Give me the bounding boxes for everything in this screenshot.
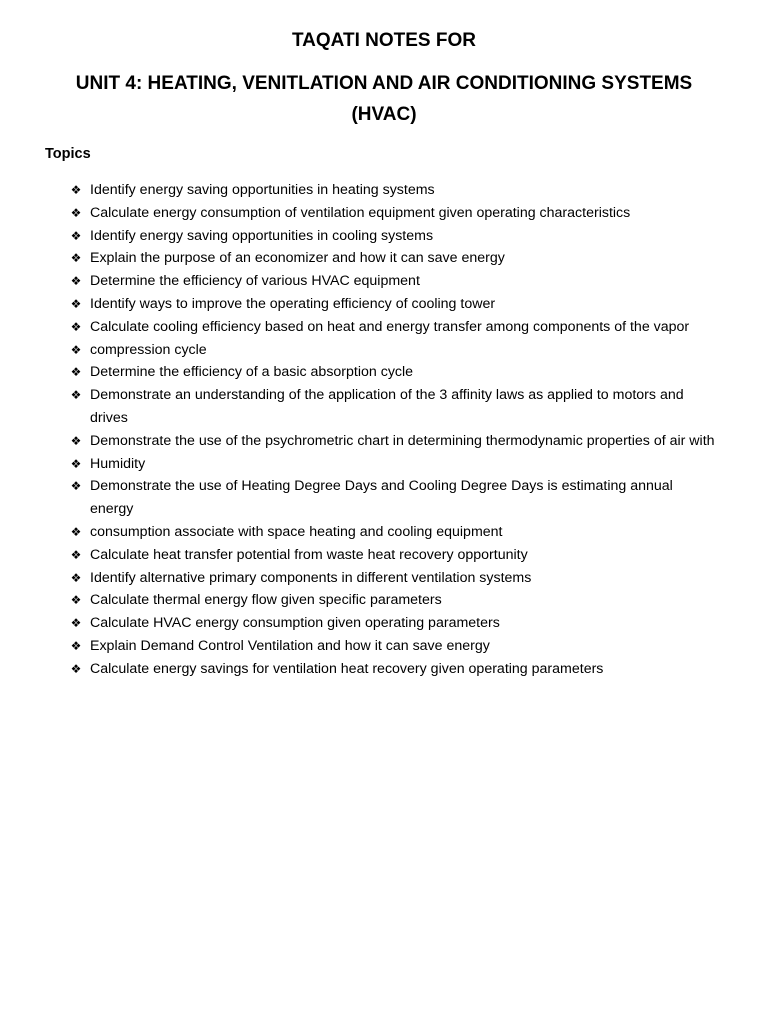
list-item [0, 225, 768, 248]
topic-text: consumption associate with space heating and cooling equipment [90, 523, 503, 540]
list-item [0, 430, 768, 453]
list-item [0, 339, 768, 362]
diamond-dots-bullet-icon: ❖ [70, 319, 82, 334]
diamond-dots-bullet-icon: ❖ [70, 183, 82, 197]
list-item [0, 612, 768, 635]
topic-text: Determine the efficiency of various HVAC equipment [90, 273, 420, 290]
diamond-dots-bullet-icon: ❖ [70, 524, 82, 539]
list-item [0, 179, 768, 202]
topic-text: Determine the efficiency of a basic absorption cycle [90, 364, 414, 381]
topic-text: compression cycle [90, 341, 207, 358]
topic-text: Identify energy saving opportunities in heating systems [90, 182, 435, 198]
diamond-dots-bullet-icon: ❖ [70, 479, 82, 494]
list-item [0, 567, 768, 590]
diamond-dots-bullet-icon: ❖ [70, 342, 82, 357]
topic-text: Calculate heat transfer potential from waste heat recovery opportunity [90, 546, 528, 563]
diamond-dots-bullet-icon: ❖ [70, 661, 82, 676]
topic-text: Demonstrate the use of the psychrometric chart in determining thermodynamic properties of air with [90, 432, 715, 449]
topic-text: Identify alternative primary components in different ventilation systems [90, 569, 532, 586]
diamond-dots-bullet-icon: ❖ [70, 274, 82, 289]
diamond-dots-bullet-icon: ❖ [70, 365, 82, 380]
list-item [0, 453, 768, 476]
topic-text: Demonstrate the use of Heating Degree Days and Cooling Degree Days is estimating annual energy [90, 478, 673, 518]
diamond-dots-bullet-icon: ❖ [70, 296, 82, 311]
diamond-dots-bullet-icon: ❖ [70, 228, 82, 243]
topic-text: Calculate thermal energy flow given specific parameters [90, 592, 442, 609]
topic-text: Calculate energy savings for ventilation heat recovery given operating parameters [90, 660, 604, 677]
diamond-dots-bullet-icon: ❖ [70, 593, 82, 608]
topic-text: Calculate HVAC energy consumption given operating parameters [90, 615, 500, 632]
list-item [0, 293, 768, 316]
diamond-dots-bullet-icon: ❖ [70, 388, 82, 403]
list-item [0, 521, 768, 544]
topic-text: Calculate cooling efficiency based on heat and energy transfer among components of the vapor [90, 318, 690, 335]
diamond-dots-bullet-icon: ❖ [70, 433, 82, 448]
topic-text: Explain Demand Control Ventilation and how it can save energy [90, 637, 490, 654]
topic-text: Identify ways to improve the operating efficiency of cooling tower [90, 295, 496, 312]
diamond-dots-bullet-icon: ❖ [70, 456, 82, 471]
list-item [0, 589, 768, 612]
diamond-dots-bullet-icon: ❖ [70, 638, 82, 653]
list-item [0, 316, 768, 339]
topic-text: Humidity [90, 455, 146, 472]
unit-title: UNIT 4: HEATING, VENITLATION AND AIR CONDITIONING SYSTEMS [75, 73, 693, 94]
unit-subtitle: (HVAC) [351, 104, 417, 125]
list-item [0, 361, 768, 384]
topic-list [0, 179, 768, 681]
list-item [0, 658, 768, 681]
topic-text: Explain the purpose of an economizer and how it can save energy [90, 250, 505, 267]
list-item [0, 544, 768, 567]
topics-heading: Topics [45, 146, 91, 162]
list-item [0, 247, 768, 270]
diamond-dots-bullet-icon: ❖ [70, 616, 82, 631]
topic-text: Demonstrate an understanding of the application of the 3 affinity laws as applied to motors and drives [90, 387, 684, 426]
document-title: TAQATI NOTES FOR [291, 30, 476, 51]
diamond-dots-bullet-icon: ❖ [70, 547, 82, 562]
list-item [0, 270, 768, 293]
list-item [0, 202, 768, 225]
list-item [0, 384, 768, 430]
diamond-dots-bullet-icon: ❖ [70, 205, 82, 220]
topic-text: Calculate energy consumption of ventilation equipment given operating characteristics [90, 204, 631, 221]
list-item [0, 475, 768, 521]
diamond-dots-bullet-icon: ❖ [70, 570, 82, 585]
topic-text: Identify energy saving opportunities in cooling systems [90, 227, 434, 244]
diamond-dots-bullet-icon: ❖ [70, 251, 82, 266]
list-item [0, 635, 768, 658]
